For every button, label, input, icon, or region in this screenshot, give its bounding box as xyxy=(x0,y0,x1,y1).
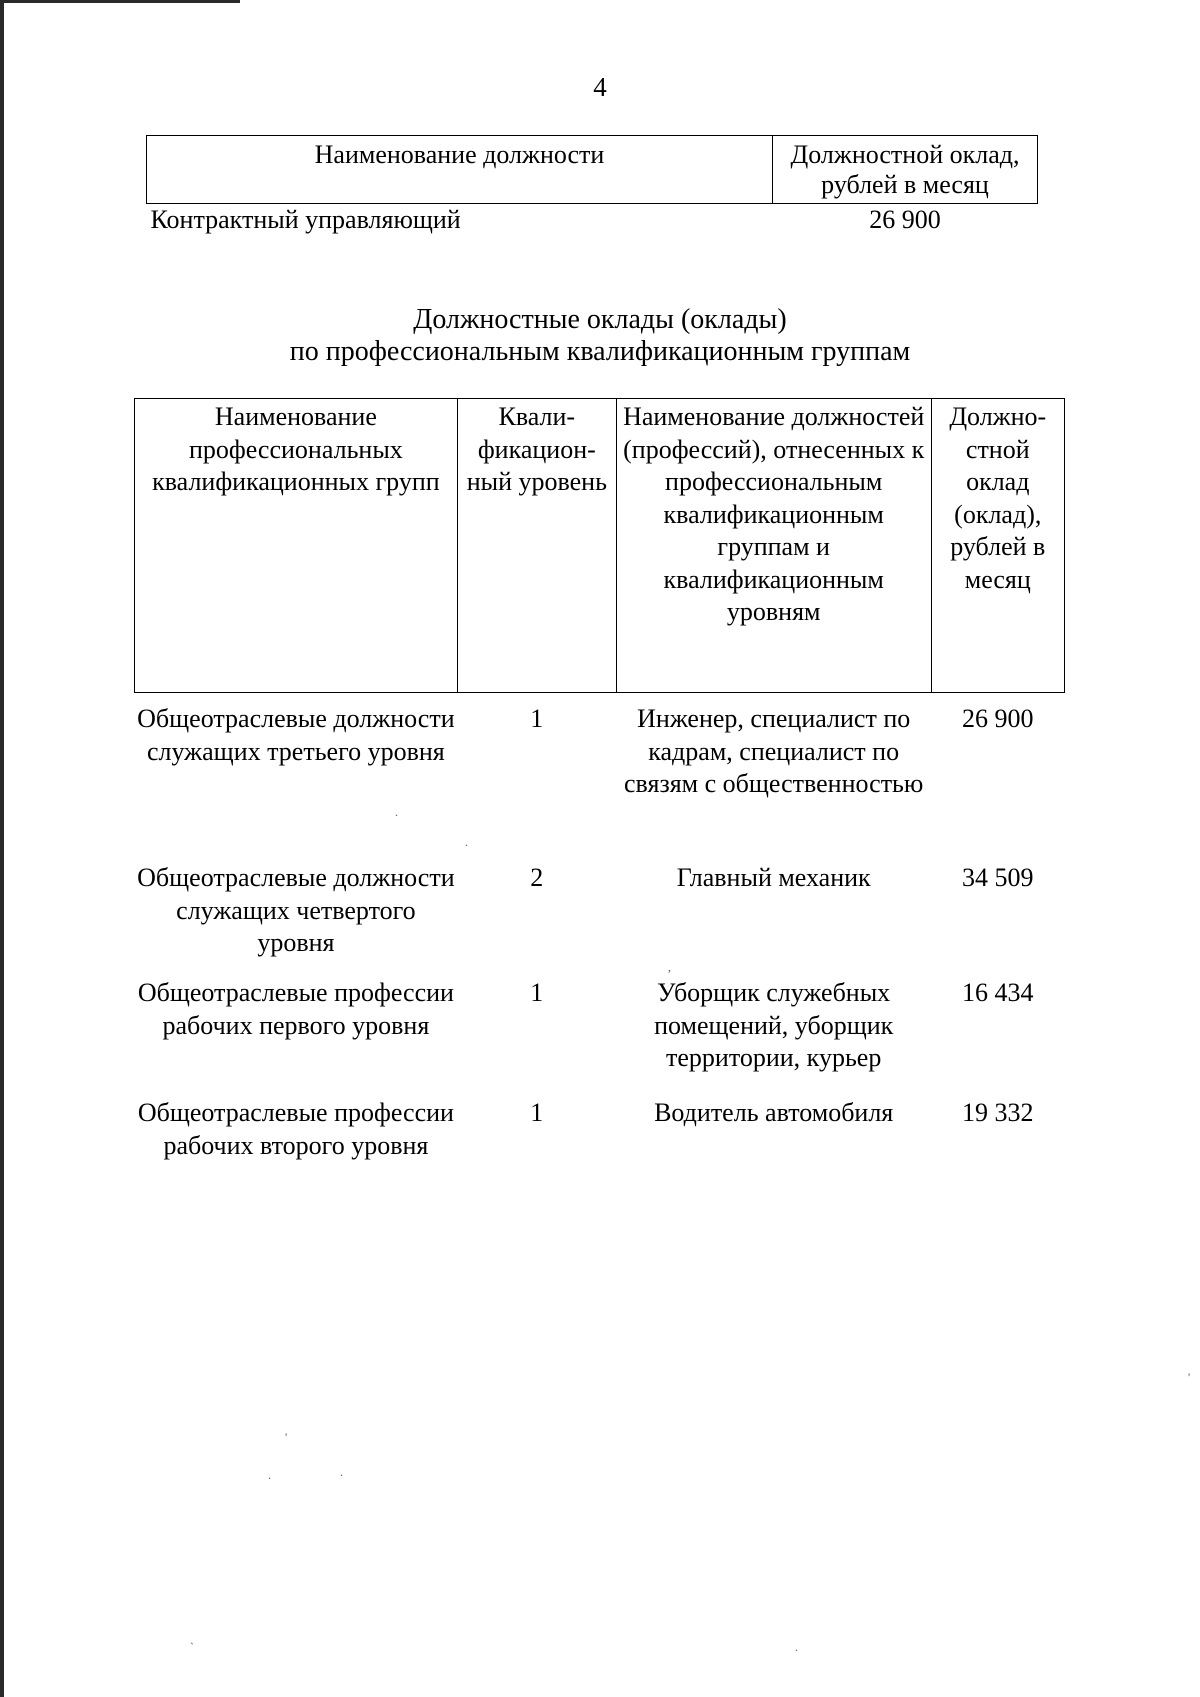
section-title xyxy=(0,304,1200,368)
cell-positions: Уборщик служебных помещений, уборщик территории, курьер xyxy=(654,978,894,1072)
table-row xyxy=(135,693,1065,859)
cell-salary: 16 434 xyxy=(962,978,1034,1007)
table-row xyxy=(147,204,1038,237)
cell-salary: 26 900 xyxy=(869,205,941,234)
table-row xyxy=(135,858,1065,973)
section-title-line-2: по профессиональным квалификационным группам xyxy=(289,336,911,367)
table-header-row xyxy=(135,399,1065,693)
scan-edge-top xyxy=(0,0,240,3)
column-header-positions: Наименование должностей (профессий), отнесенных к профессиональным квалификационным группам и квалификационным уровням xyxy=(616,399,931,693)
cell-level: 2 xyxy=(530,863,544,892)
scan-speck: . xyxy=(268,1468,271,1482)
cell-group: Общеотраслевые профессии рабочих первого уровня xyxy=(137,978,454,1040)
scan-speck: . xyxy=(465,835,468,849)
cell-group: Общеотраслевые должности служащих четвертого уровня xyxy=(137,863,455,957)
scan-speck: ' xyxy=(285,1430,288,1444)
cell-position: Контрактный управляющий xyxy=(150,205,461,234)
scan-speck: . xyxy=(795,1640,798,1654)
cell-positions: Инженер, специалист по кадрам, специалист по связям с общественностью xyxy=(624,704,924,798)
table-header-row xyxy=(147,136,1038,204)
scan-speck: . xyxy=(395,805,398,819)
cell-group: Общеотраслевые профессии рабочих второго уровня xyxy=(137,1098,454,1160)
cell-level: 1 xyxy=(530,1098,544,1127)
scan-speck: , xyxy=(668,960,671,974)
column-header-position: Наименование должности xyxy=(147,136,773,204)
table-row xyxy=(135,1093,1065,1207)
cell-salary: 26 900 xyxy=(962,704,1034,733)
cell-positions: Главный механик xyxy=(676,863,871,892)
cell-group: Общеотраслевые должности служащих третьего уровня xyxy=(137,704,455,766)
table-row xyxy=(135,973,1065,1093)
cell-level: 1 xyxy=(530,704,544,733)
column-header-group: Наименование профессиональных квалификационных групп xyxy=(135,399,458,693)
column-header-salary: Должностной оклад, рублей в месяц xyxy=(773,136,1038,204)
scan-speck: . xyxy=(340,1465,343,1479)
scan-edge-left xyxy=(0,0,4,1697)
qualification-groups-table xyxy=(134,398,1065,1207)
section-title-line-1: Должностные оклады (оклады) xyxy=(413,304,787,335)
scan-speck: ' xyxy=(1188,1370,1191,1384)
cell-salary: 34 509 xyxy=(962,863,1034,892)
cell-salary: 19 332 xyxy=(962,1098,1034,1127)
cell-positions: Водитель автомобиля xyxy=(654,1098,894,1127)
column-header-salary: Должно- стной оклад (оклад), рублей в месяц xyxy=(931,399,1064,693)
scan-speck: ` xyxy=(190,1640,194,1654)
contract-manager-table xyxy=(146,135,1038,236)
column-header-level: Квали- фикацион- ный уровень xyxy=(457,399,616,693)
page-number: 4 xyxy=(593,72,607,102)
cell-level: 1 xyxy=(530,978,544,1007)
